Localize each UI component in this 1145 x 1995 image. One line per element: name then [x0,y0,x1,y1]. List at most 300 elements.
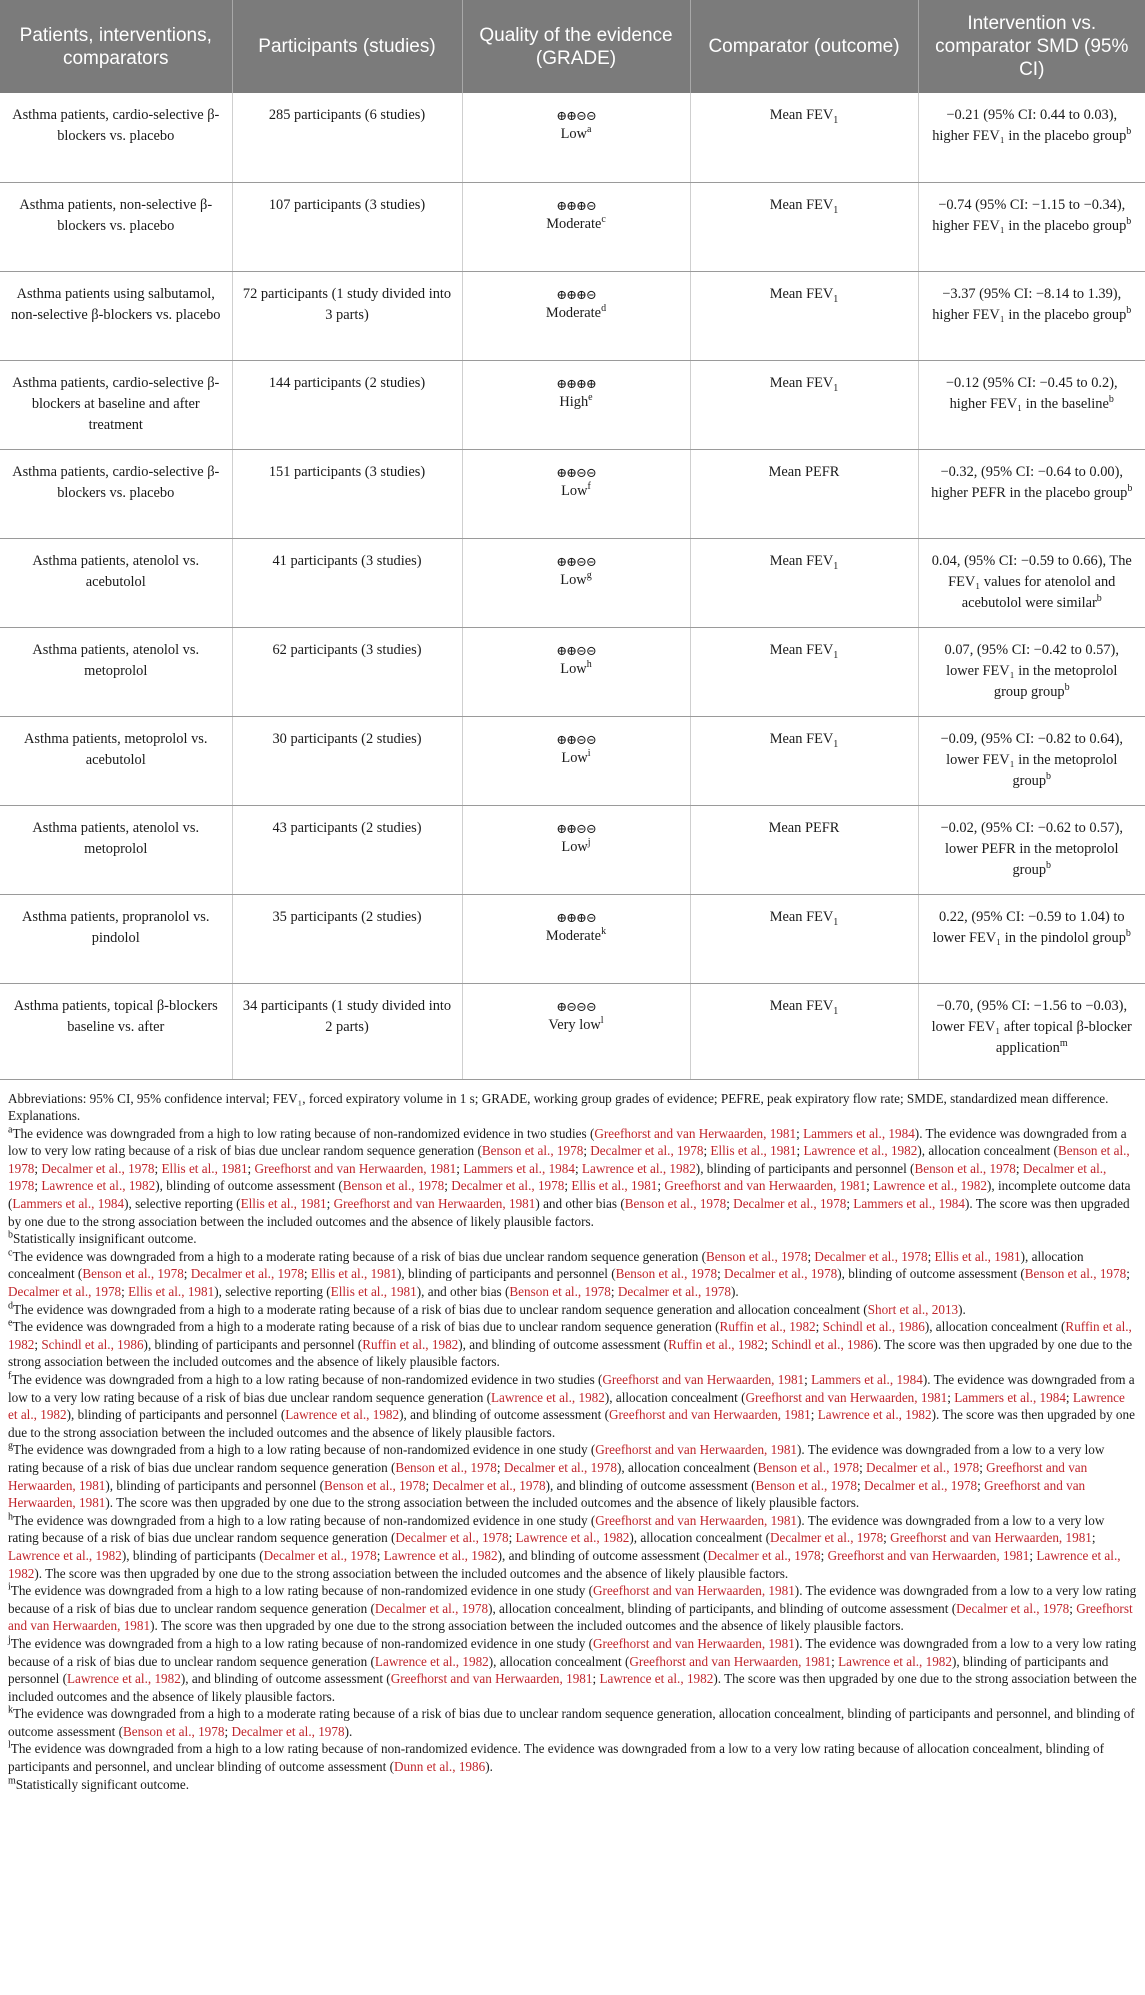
citation-link[interactable]: Decalmer et al., 1978 [724,1266,838,1282]
cell-pic [0,983,232,1079]
citation-link[interactable]: Schindl et al., 1986 [771,1336,874,1352]
cell-smd [918,983,1145,1079]
footnote-d [8,1301,1137,1319]
citation-link[interactable]: Greefhorst and van Herwaarden, 1981 [593,1635,795,1651]
footnote-text: ). The score was then upgraded by one due to the strong association between the included outcomes and the absence of likely plausible factors. [8,1671,1137,1704]
pic-text: Asthma patients, atenolol vs. acebutolol [32,552,200,590]
citation-link[interactable]: Lammers et al., 1984 [811,1372,923,1387]
participants-text: 72 participants (1 study divided into 3 parts) [242,285,452,323]
citation-link[interactable]: Lawrence et al., 1982 [8,1389,1125,1423]
grade-certainty-symbols: ⊕⊕⊕⊝ [556,909,596,925]
cell-quality [462,538,690,627]
cell-quality [462,627,690,716]
citation-link[interactable]: Dunn et al., 1986 [394,1759,486,1775]
footnote-text: ; [326,1196,334,1212]
footnote-text: ; [376,1547,384,1563]
footnote-text: ), blinding of participants ( [121,1547,264,1563]
footnote-text: ; [34,1178,42,1194]
header-comparator-outcome: Comparator (outcome) [690,0,918,93]
citation-link[interactable]: Lawrence et al., 1982 [8,1547,1121,1581]
citation-link[interactable]: Lawrence et al., 1982 [817,1407,932,1423]
footnote-text: ), blinding of participants and personnel ( [695,1160,915,1176]
footnote-text: Statistically insignificant outcome. [13,1231,197,1247]
citation-link[interactable]: Benson et al., 1978 [615,1266,718,1282]
quality-text: Low [561,838,588,855]
footnote-text: ; [810,1407,818,1423]
footnote-text: ), blinding of participants and personnel ( [396,1266,616,1282]
participants-text: 43 participants (2 studies) [272,819,422,836]
smd-footnote-mark: b [1046,859,1052,871]
footnote-i [8,1582,1137,1635]
smd-text: −0.21 (95% CI: 0.44 to 0.03), higher FEV₁ in the placebo group [932,107,1127,144]
footnote-text: ; [247,1160,255,1176]
citation-link[interactable]: Decalmer et al., 1978 [863,1477,978,1493]
cell-pic [0,93,232,182]
citation-link[interactable]: Greefhorst and van Herwaarden, 1981 [594,1125,797,1141]
cell-smd [918,271,1145,360]
citation-link[interactable]: Ellis et al., 1981 [571,1178,658,1194]
citation-link[interactable]: Decalmer et al., 1978 [956,1600,1070,1616]
citation-link[interactable]: Ellis et al., 1981 [161,1160,248,1176]
table-row [0,182,1145,271]
citation-link[interactable]: Lawrence et al., 1982 [491,1389,605,1405]
citation-link[interactable]: Short et al., 2013 [867,1301,959,1317]
citation-link[interactable]: Decalmer et al., 1978 [451,1178,565,1194]
citation-link[interactable]: Decalmer et al., 1978 [503,1459,617,1475]
citation-link[interactable]: Decalmer et al., 1978 [374,1600,489,1616]
citation-link[interactable]: Lammers et al., 1984 [954,1389,1066,1405]
footnote-mark: h [8,1511,13,1523]
footnote-text: ). [344,1723,353,1739]
footnote-text: ; [224,1723,232,1739]
footnote-text: The evidence was downgraded from a high to a low rating because of non-randomized evidence in two studies ( [11,1372,603,1387]
footnote-a [8,1125,1137,1231]
footnote-text: The evidence was downgraded from a high to a moderate rating because of a risk of bias due to unclear random sequence generation, allocation concealment, blinding of participants and personnel, and blinding of outcome assessment ( [8,1706,1135,1739]
citation-link[interactable]: Benson et al., 1978 [1024,1266,1127,1282]
cell-outcome [690,983,918,1079]
footnote-mark: g [8,1440,13,1452]
pic-text: Asthma patients, atenolol vs. metoprolol [32,641,200,679]
citation-link[interactable]: Benson et al., 1978 [481,1143,584,1159]
citation-link[interactable]: Benson et al., 1978 [395,1459,497,1475]
footnote-text: ; [846,1196,854,1212]
footnote-text: ). The score was then upgraded by one due to the strong association between the included outcomes and the absence of likely plausible factors. [34,1565,789,1581]
smd-footnote-mark: b [1125,927,1131,939]
cell-participants [232,538,462,627]
citation-link[interactable]: Decalmer et al., 1978 [8,1160,1107,1194]
citation-link[interactable]: Lawrence et al., 1982 [383,1547,498,1563]
footnote-text: ), blinding of participants and personnel ( [8,1653,1109,1687]
citation-link[interactable]: Greefhorst and van Herwaarden, 1981 [609,1407,811,1423]
outcome-subscript: 1 [833,204,839,216]
smd-text: −0.02, (95% CI: −0.62 to 0.57), lower PEFR in the metoprolol group [940,819,1123,878]
grade-certainty-symbols: ⊕⊕⊝⊝ [556,820,596,836]
citation-link[interactable]: Decalmer et al., 1978 [190,1266,304,1282]
footnote-k [8,1705,1137,1740]
header-participants: Participants (studies) [232,0,462,93]
citation-link[interactable]: Lammers et al., 1984 [853,1196,965,1212]
cell-quality [462,360,690,449]
footnote-text: ), blinding of outcome assessment ( [155,1178,343,1194]
footnote-mark: c [8,1247,13,1259]
participants-text: 107 participants (3 studies) [268,196,426,213]
citation-link[interactable]: Ellis et al., 1981 [310,1266,397,1282]
citation-link[interactable]: Lammers et al., 1984 [12,1196,125,1212]
footnote-text: ), allocation concealment ( [629,1530,771,1546]
footnote-text: ; [1015,1160,1023,1176]
footnote-text: The evidence was downgraded from a high to low rating because of non-randomized evidence in two studies ( [12,1125,595,1141]
footnote-text: ; [796,1125,804,1141]
citation-link[interactable]: Benson et al., 1978 [123,1723,225,1739]
footnote-text: ; [977,1477,985,1493]
table-row [0,805,1145,894]
cell-outcome [690,894,918,983]
citation-link[interactable]: Ellis et al., 1981 [330,1284,417,1300]
footnote-text: ; [425,1477,433,1493]
cell-smd [918,182,1145,271]
citation-link[interactable]: Greefhorst and van Herwaarden, 1981 [629,1653,832,1669]
cell-pic [0,805,232,894]
footnote-mark: m [8,1775,16,1787]
outcome-text: Mean FEV [769,552,834,569]
footnote-text: The evidence was downgraded from a high to a low rating because of non-randomized evidence in one study ( [10,1635,594,1651]
quality-text: Very low [548,1016,601,1033]
citation-link[interactable]: Ruffin et al., 1982 [668,1336,765,1352]
citation-link[interactable]: Lawrence et al., 1982 [838,1653,952,1669]
cell-pic [0,360,232,449]
citation-link[interactable]: Benson et al., 1978 [342,1178,445,1194]
smd-text: −0.09, (95% CI: −0.82 to 0.64), lower FEV₁ in the metoprolol group [940,730,1123,789]
citation-link[interactable]: Benson et al., 1978 [755,1477,857,1493]
smd-footnote-mark: b [1126,126,1132,138]
smd-text: −0.70, (95% CI: −1.56 to −0.03), lower FEV₁ after topical β-blocker application [931,997,1132,1056]
footnote-text: ; [796,1143,804,1159]
quality-footnote-mark: k [601,925,607,937]
footnote-text: ; [564,1178,572,1194]
citation-link[interactable]: Lawrence et al., 1982 [803,1143,918,1159]
table-row [0,93,1145,182]
cell-participants [232,983,462,1079]
citation-link[interactable]: Ruffin et al., 1982 [719,1319,816,1335]
footnote-text: ; [883,1530,891,1546]
cell-outcome [690,805,918,894]
table-row [0,538,1145,627]
footnote-text: ). The evidence was downgraded from a low to a very low rating because of a risk of bias due unclear random sequence generation ( [8,1442,1105,1475]
cell-quality [462,271,690,360]
table-header [0,0,1145,93]
footnote-text: ; [657,1178,665,1194]
table-row [0,627,1145,716]
cell-participants [232,894,462,983]
participants-text: 151 participants (3 studies) [268,463,426,480]
quality-text: Low [561,482,588,499]
citation-link[interactable]: Decalmer et al., 1978 [707,1547,821,1563]
quality-footnote-mark: l [600,1014,604,1026]
footnote-text: ; [804,1372,812,1387]
footnote-text: ; [583,1143,591,1159]
footnote-text: ). The evidence was downgraded from a low to very low rating because of a risk of bias due unclear random sequence generation ( [8,1125,1127,1159]
citation-link[interactable]: Greefhorst and van Herwaarden, 1981 [333,1196,536,1212]
citation-link[interactable]: Lawrence et al., 1982 [599,1671,714,1687]
grade-certainty-symbols: ⊕⊕⊕⊝ [556,197,596,213]
footnote-text: ; [831,1653,839,1669]
footnote-text: ), allocation concealment, blinding of participants, and blinding of outcome assessment ( [488,1600,957,1616]
citation-link[interactable]: Lawrence et al., 1982 [8,1547,122,1563]
smd-text: −3.37 (95% CI: −8.14 to 1.39), higher FEV₁ in the placebo group [932,285,1127,323]
footnote-text: ), allocation concealment ( [488,1653,630,1669]
footnote-j [8,1635,1137,1705]
citation-link[interactable]: Decalmer et al., 1978 [432,1477,546,1493]
citation-link[interactable]: Decalmer et al., 1978 [617,1284,731,1300]
footnote-text: The evidence was downgraded from a high to a low rating because of non-randomized evidence in one study ( [13,1442,596,1458]
footnote-h [8,1512,1137,1582]
citation-link[interactable]: Greefhorst and van Herwaarden, 1981 [593,1583,795,1599]
smd-text: 0.22, (95% CI: −0.59 to 1.04) to lower FEV₁ in the pindolol group [932,908,1126,946]
quality-footnote-mark: a [586,124,592,136]
footnote-text: ). [485,1759,493,1775]
citation-link[interactable]: Ruffin et al., 1982 [8,1319,1132,1352]
citation-link[interactable]: Lawrence et al., 1982 [581,1160,696,1176]
footnote-text: ; [154,1160,162,1176]
footnote-text: ; [717,1266,725,1282]
citation-link[interactable]: Decalmer et al., 1978 [866,1459,980,1475]
footnote-text: ). The score was then upgraded by one due to the strong association between the included outcomes and the absence of likely plausible factors. [8,1336,1133,1370]
citation-link[interactable]: Ellis et al., 1981 [934,1248,1021,1264]
quality-text: Low [560,571,587,588]
footnote-mark: k [8,1704,13,1716]
footnote-text: ). [730,1284,739,1300]
footnote-mark: a [8,1124,13,1136]
header-smd-ci: Intervention vs. comparator SMD (95% CI) [918,0,1145,93]
cell-participants [232,805,462,894]
citation-link[interactable]: Decalmer et al., 1978 [770,1530,884,1546]
outcome-text: Mean FEV [769,997,834,1014]
outcome-subscript: 1 [833,1005,839,1017]
footnote-text: ). The evidence was downgraded from a low to a very low rating because of a risk of bias due unclear random sequence generation ( [8,1512,1105,1546]
citation-link[interactable]: Decalmer et al., 1978 [263,1547,377,1563]
pic-text: Asthma patients, cardio-selective β-blockers vs. placebo [12,107,220,144]
citation-link[interactable]: Greefhorst and van Herwaarden, 1981 [664,1178,867,1194]
citation-link[interactable]: Schindl et al., 1986 [41,1336,144,1352]
pic-text: Asthma patients, metoprolol vs. acebutolol [24,730,208,768]
citation-link[interactable]: Decalmer et al., 1978 [590,1143,704,1159]
citation-link[interactable]: Lawrence et al., 1982 [374,1653,489,1669]
outcome-text: Mean FEV [769,908,834,925]
pic-text: Asthma patients, cardio-selective β-blockers vs. placebo [12,463,220,501]
citation-link[interactable]: Benson et al., 1978 [624,1196,727,1212]
citation-link[interactable]: Ellis et al., 1981 [240,1196,327,1212]
footnote-e [8,1318,1137,1371]
quality-text: Low [561,749,588,766]
grade-certainty-symbols: ⊕⊝⊝⊝ [556,998,596,1014]
footnote-text: ; [34,1336,42,1352]
footnote-text: ). [958,1301,966,1317]
footnote-text: ). The score was then upgraded by one due to the strong association between the included outcomes and the absence of likely plausible factors. [105,1495,860,1511]
footnote-text: The evidence was downgraded from a high to a low rating because of non-randomized evidence. The evidence was downgraded from a low to a very low rating because of allocation concealment, blinding of participants and personnel, and unclear blinding of outcome assessment ( [8,1741,1104,1775]
cell-pic [0,894,232,983]
citation-link[interactable]: Greefhorst and van Herwaarden, 1981 [595,1512,798,1528]
outcome-subscript: 1 [833,916,839,928]
citation-link[interactable]: Greefhorst and van Herwaarden, 1981 [8,1459,1088,1493]
citation-link[interactable]: Benson et al., 1978 [757,1459,860,1475]
participants-text: 144 participants (2 studies) [268,374,426,391]
citation-link[interactable]: Greefhorst and van Herwaarden, 1981 [8,1477,1086,1511]
citation-link[interactable]: Lammers et al., 1984 [803,1125,915,1141]
citation-link[interactable]: Greefhorst and van Herwaarden, 1981 [8,1600,1133,1634]
footnote-text: ; [820,1547,828,1563]
participants-text: 62 participants (3 studies) [272,641,422,658]
footnote-text: ; [927,1248,935,1264]
citation-link[interactable]: Benson et al., 1978 [324,1477,426,1493]
outcome-text: Mean FEV [769,641,834,658]
table-row [0,271,1145,360]
footnote-text: ). The evidence was downgraded from a low to a very low rating because of a risk of bias due to unclear random sequence generation ( [8,1635,1137,1669]
citation-link[interactable]: Lawrence et al., 1982 [41,1178,156,1194]
footnote-text: ; [574,1160,582,1176]
table-row [0,983,1145,1079]
footnote-mark: e [8,1317,13,1329]
footnote-text: ; [1069,1600,1077,1616]
footnote-text: ), and blinding of outcome assessment ( [458,1336,669,1352]
footnote-m [8,1776,1137,1794]
citation-link[interactable]: Decalmer et al., 1978 [231,1723,345,1739]
outcome-text: Mean FEV [769,196,834,213]
cell-outcome [690,449,918,538]
footnote-text: ; [508,1530,516,1546]
quality-text: Low [560,660,587,677]
footnote-text: ), allocation concealment ( [8,1248,1084,1282]
footnote-text: The evidence was downgraded from a high to a moderate rating because of a risk of bias due to unclear random sequence generation and allocation concealment ( [13,1301,868,1317]
citation-link[interactable]: Ellis et al., 1981 [128,1284,215,1300]
citation-link[interactable]: Schindl et al., 1986 [822,1319,925,1335]
citation-link[interactable]: Lammers et al., 1984 [463,1160,575,1176]
outcome-text: Mean FEV [769,107,834,123]
quality-footnote-mark: g [586,569,592,581]
footnotes-list [8,1125,1137,1794]
citation-link[interactable]: Ellis et al., 1981 [710,1143,797,1159]
footnote-text: ), selective reporting ( [124,1196,241,1212]
cell-quality [462,449,690,538]
cell-smd [918,894,1145,983]
cell-smd [918,538,1145,627]
citation-link[interactable]: Greefhorst and van Herwaarden, 1981 [390,1671,593,1687]
citation-link[interactable]: Greefhorst and van Herwaarden, 1981 [595,1442,798,1458]
explanations-label: Explanations. [8,1108,81,1124]
smd-text: 0.07, (95% CI: −0.42 to 0.57), lower FEV₁ in the metoprolol group group [944,641,1119,700]
citation-link[interactable]: Decalmer et al., 1978 [41,1160,155,1176]
cell-participants [232,93,462,182]
cell-smd [918,805,1145,894]
footnote-text: ), and blinding of outcome assessment ( [545,1477,756,1493]
quality-footnote-mark: h [586,658,592,670]
footnote-text: ; [703,1143,711,1159]
footnote-b [8,1230,1137,1248]
cell-participants [232,449,462,538]
footnote-text: ), blinding of outcome assessment ( [837,1266,1025,1282]
quality-text: Moderate [545,927,602,944]
grade-certainty-symbols: ⊕⊕⊝⊝ [556,464,596,480]
citation-link[interactable]: Greefhorst and van Herwaarden, 1981 [254,1160,457,1176]
footnote-mark: d [8,1300,13,1312]
smd-footnote-mark: b [1046,770,1052,782]
citation-link[interactable]: Lawrence et al., 1982 [285,1407,400,1423]
footnote-text: ; [444,1178,452,1194]
citation-link[interactable]: Benson et al., 1978 [8,1143,1130,1176]
footnote-text: Statistically significant outcome. [15,1776,190,1792]
quality-footnote-mark: f [587,480,591,492]
footnote-text: ), allocation concealment ( [617,1459,758,1475]
footnote-text: ), allocation concealment ( [924,1319,1066,1335]
cell-outcome [690,360,918,449]
citation-link[interactable]: Decalmer et al., 1978 [814,1248,928,1264]
footnote-text: ; [1065,1389,1073,1405]
cell-quality [462,716,690,805]
citation-link[interactable]: Benson et al., 1978 [82,1266,184,1282]
citation-link[interactable]: Benson et al., 1978 [914,1160,1016,1176]
participants-text: 35 participants (2 studies) [272,908,422,925]
participants-text: 30 participants (2 studies) [272,730,422,747]
grade-certainty-symbols: ⊕⊕⊝⊝ [556,553,596,569]
citation-link[interactable]: Benson et al., 1978 [509,1284,611,1300]
citation-link[interactable]: Ruffin et al., 1982 [362,1336,459,1352]
footnote-text: ), allocation concealment ( [917,1143,1058,1159]
quality-footnote-mark: d [601,302,607,314]
citation-link[interactable]: Lawrence et al., 1982 [873,1178,987,1194]
table-row [0,716,1145,805]
footnote-text: ). The score was then upgraded by one due to the strong association between the included outcomes and the absence of likely plausible factors. [8,1196,1130,1229]
citation-link[interactable]: Greefhorst and van Herwaarden, 1981 [890,1530,1092,1546]
footnote-text: ), and blinding of outcome assessment ( [497,1547,708,1563]
footnote-text: ; [979,1459,987,1475]
outcome-subscript: 1 [833,560,839,572]
pic-text: Asthma patients, topical β-blockers baseline vs. after [13,997,218,1035]
grade-certainty-symbols: ⊕⊕⊝⊝ [556,642,596,658]
footnote-text: The evidence was downgraded from a high to a moderate rating because of a risk of bias due to unclear random sequence generation ( [12,1319,720,1335]
citation-link[interactable]: Decalmer et al., 1978 [395,1530,509,1546]
citation-link[interactable]: Greefhorst and van Herwaarden, 1981 [745,1389,948,1405]
outcome-text: Mean FEV [769,285,834,302]
grade-certainty-symbols: ⊕⊕⊝⊝ [556,108,596,123]
footnote-text: ) and other bias ( [535,1196,625,1212]
footnote-text: ), blinding of participants and personnel ( [66,1407,286,1423]
citation-link[interactable]: Decalmer et al., 1978 [733,1196,847,1212]
footnote-text: ; [815,1319,823,1335]
footnote-text: ), and blinding of outcome assessment ( [180,1671,391,1687]
smd-footnote-mark: b [1064,681,1070,693]
citation-link[interactable]: Lawrence et al., 1982 [515,1530,630,1546]
footnote-text: ; [764,1336,772,1352]
quality-text: High [559,393,589,410]
footnote-text: ), and blinding of outcome assessment ( [399,1407,609,1423]
smd-footnote-mark: b [1108,393,1114,405]
quality-text: Low [560,126,587,142]
citation-link[interactable]: Benson et al., 1978 [705,1248,808,1264]
smd-text: 0.04, (95% CI: −0.59 to 0.66), The FEV₁ values for atenolol and acebutolol were similar [931,552,1132,611]
participants-text: 34 participants (1 study divided into 2 parts) [242,997,452,1035]
citation-link[interactable]: Decalmer et al., 1978 [8,1284,122,1300]
footnote-mark: j [8,1634,11,1646]
grade-certainty-symbols: ⊕⊕⊕⊝ [556,286,596,302]
cell-outcome [690,716,918,805]
footnote-text: ; [303,1266,311,1282]
footnote-text: ; [1126,1266,1130,1282]
quality-footnote-mark: j [587,836,591,848]
citation-link[interactable]: Lawrence et al., 1982 [66,1671,181,1687]
cell-quality [462,894,690,983]
citation-link[interactable]: Greefhorst and van Herwaarden, 1981 [827,1547,1030,1563]
grade-certainty-symbols: ⊕⊕⊝⊝ [556,731,596,747]
citation-link[interactable]: Greefhorst and van Herwaarden, 1981 [602,1372,805,1387]
